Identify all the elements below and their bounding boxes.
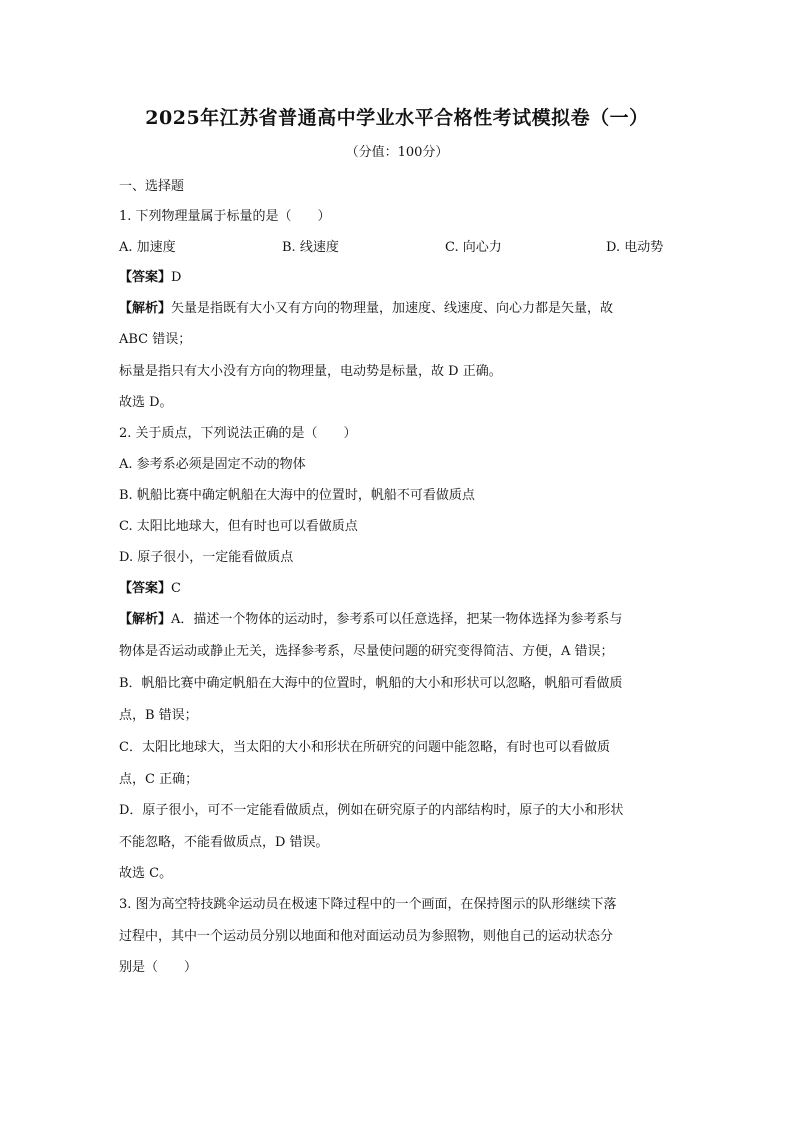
question-1-analysis-line: 标量是指只有大小没有方向的物理量，电动势是标量，故 D 正确。 — [119, 364, 502, 379]
question-2-option-a: A. 参考系必须是固定不动的物体 — [119, 457, 306, 472]
question-2-analysis-line: 点，B 错误； — [119, 708, 198, 723]
question-2-option-d: D. 原子很小，一定能看做质点 — [119, 550, 294, 565]
answer-tag: 【答案】 — [119, 581, 172, 596]
question-2-analysis-line: C．太阳比地球大，当太阳的大小和形状在所研究的问题中能忽略，有时也可以看做质 — [119, 740, 610, 755]
question-2-option-c: C. 太阳比地球大，但有时也可以看做质点 — [119, 519, 358, 534]
analysis-text: A．描述一个物体的运动时，参考系可以任意选择，把某一物体选择为参考系与 — [171, 612, 623, 627]
analysis-tag: 【解析】 — [119, 301, 172, 316]
question-2-stem: 2. 关于质点，下列说法正确的是（ ） — [119, 426, 357, 441]
question-1-option-b: B. 线速度 — [282, 240, 339, 255]
question-1-conclusion: 故选 D。 — [119, 395, 173, 410]
question-1-option-a: A. 加速度 — [119, 240, 176, 255]
question-1-stem: 1. 下列物理量属于标量的是（ ） — [119, 209, 331, 224]
question-1-option-c: C. 向心力 — [445, 240, 502, 255]
question-2-option-b: B. 帆船比赛中确定帆船在大海中的位置时，帆船不可看做质点 — [119, 488, 475, 503]
question-1-analysis-line — [119, 299, 679, 319]
question-1-analysis-line: ABC 错误； — [119, 332, 192, 347]
answer-tag: 【答案】 — [119, 270, 172, 285]
question-2-analysis-line: B．帆船比赛中确定帆船在大海中的位置时，帆船的大小和形状可以忽略，帆船可看做质 — [119, 676, 623, 691]
analysis-text: 矢量是指既有大小又有方向的物理量，加速度、线速度、向心力都是矢量，故 — [171, 301, 614, 316]
section-heading: 一、选择题 — [119, 179, 185, 194]
question-2-analysis-line: 物体是否运动或静止无关，选择参考系，尽量使问题的研究变得简洁、方便，A 错误； — [119, 644, 614, 659]
question-2-analysis-line: D．原子很小，可不一定能看做质点，例如在研究原子的内部结构时，原子的大小和形状 — [119, 803, 624, 818]
question-2-conclusion: 故选 C。 — [119, 866, 173, 881]
question-2-answer — [119, 579, 679, 599]
answer-value: C — [171, 581, 181, 596]
question-3-stem-line: 3. 图为高空特技跳伞运动员在极速下降过程中的一个画面，在保持图示的队形继续下落 — [119, 897, 617, 912]
question-1-option-d: D. 电动势 — [606, 240, 664, 255]
question-2-analysis-line: 不能忽略，不能看做质点，D 错误。 — [119, 835, 329, 850]
question-1-answer — [119, 268, 679, 288]
question-2-analysis-line — [119, 610, 679, 630]
exam-title: 2025年江苏省普通高中学业水平合格性考试模拟卷（一） — [145, 107, 649, 129]
answer-value: D — [171, 270, 182, 285]
exam-score-note: （分值：100分） — [345, 145, 449, 160]
analysis-tag: 【解析】 — [119, 612, 172, 627]
question-3-stem-line: 过程中，其中一个运动员分别以地面和他对面运动员为参照物，则他自己的运动状态分 — [119, 929, 614, 944]
question-3-stem-line: 别是（ ） — [119, 960, 198, 975]
question-2-analysis-line: 点，C 正确； — [119, 772, 199, 787]
